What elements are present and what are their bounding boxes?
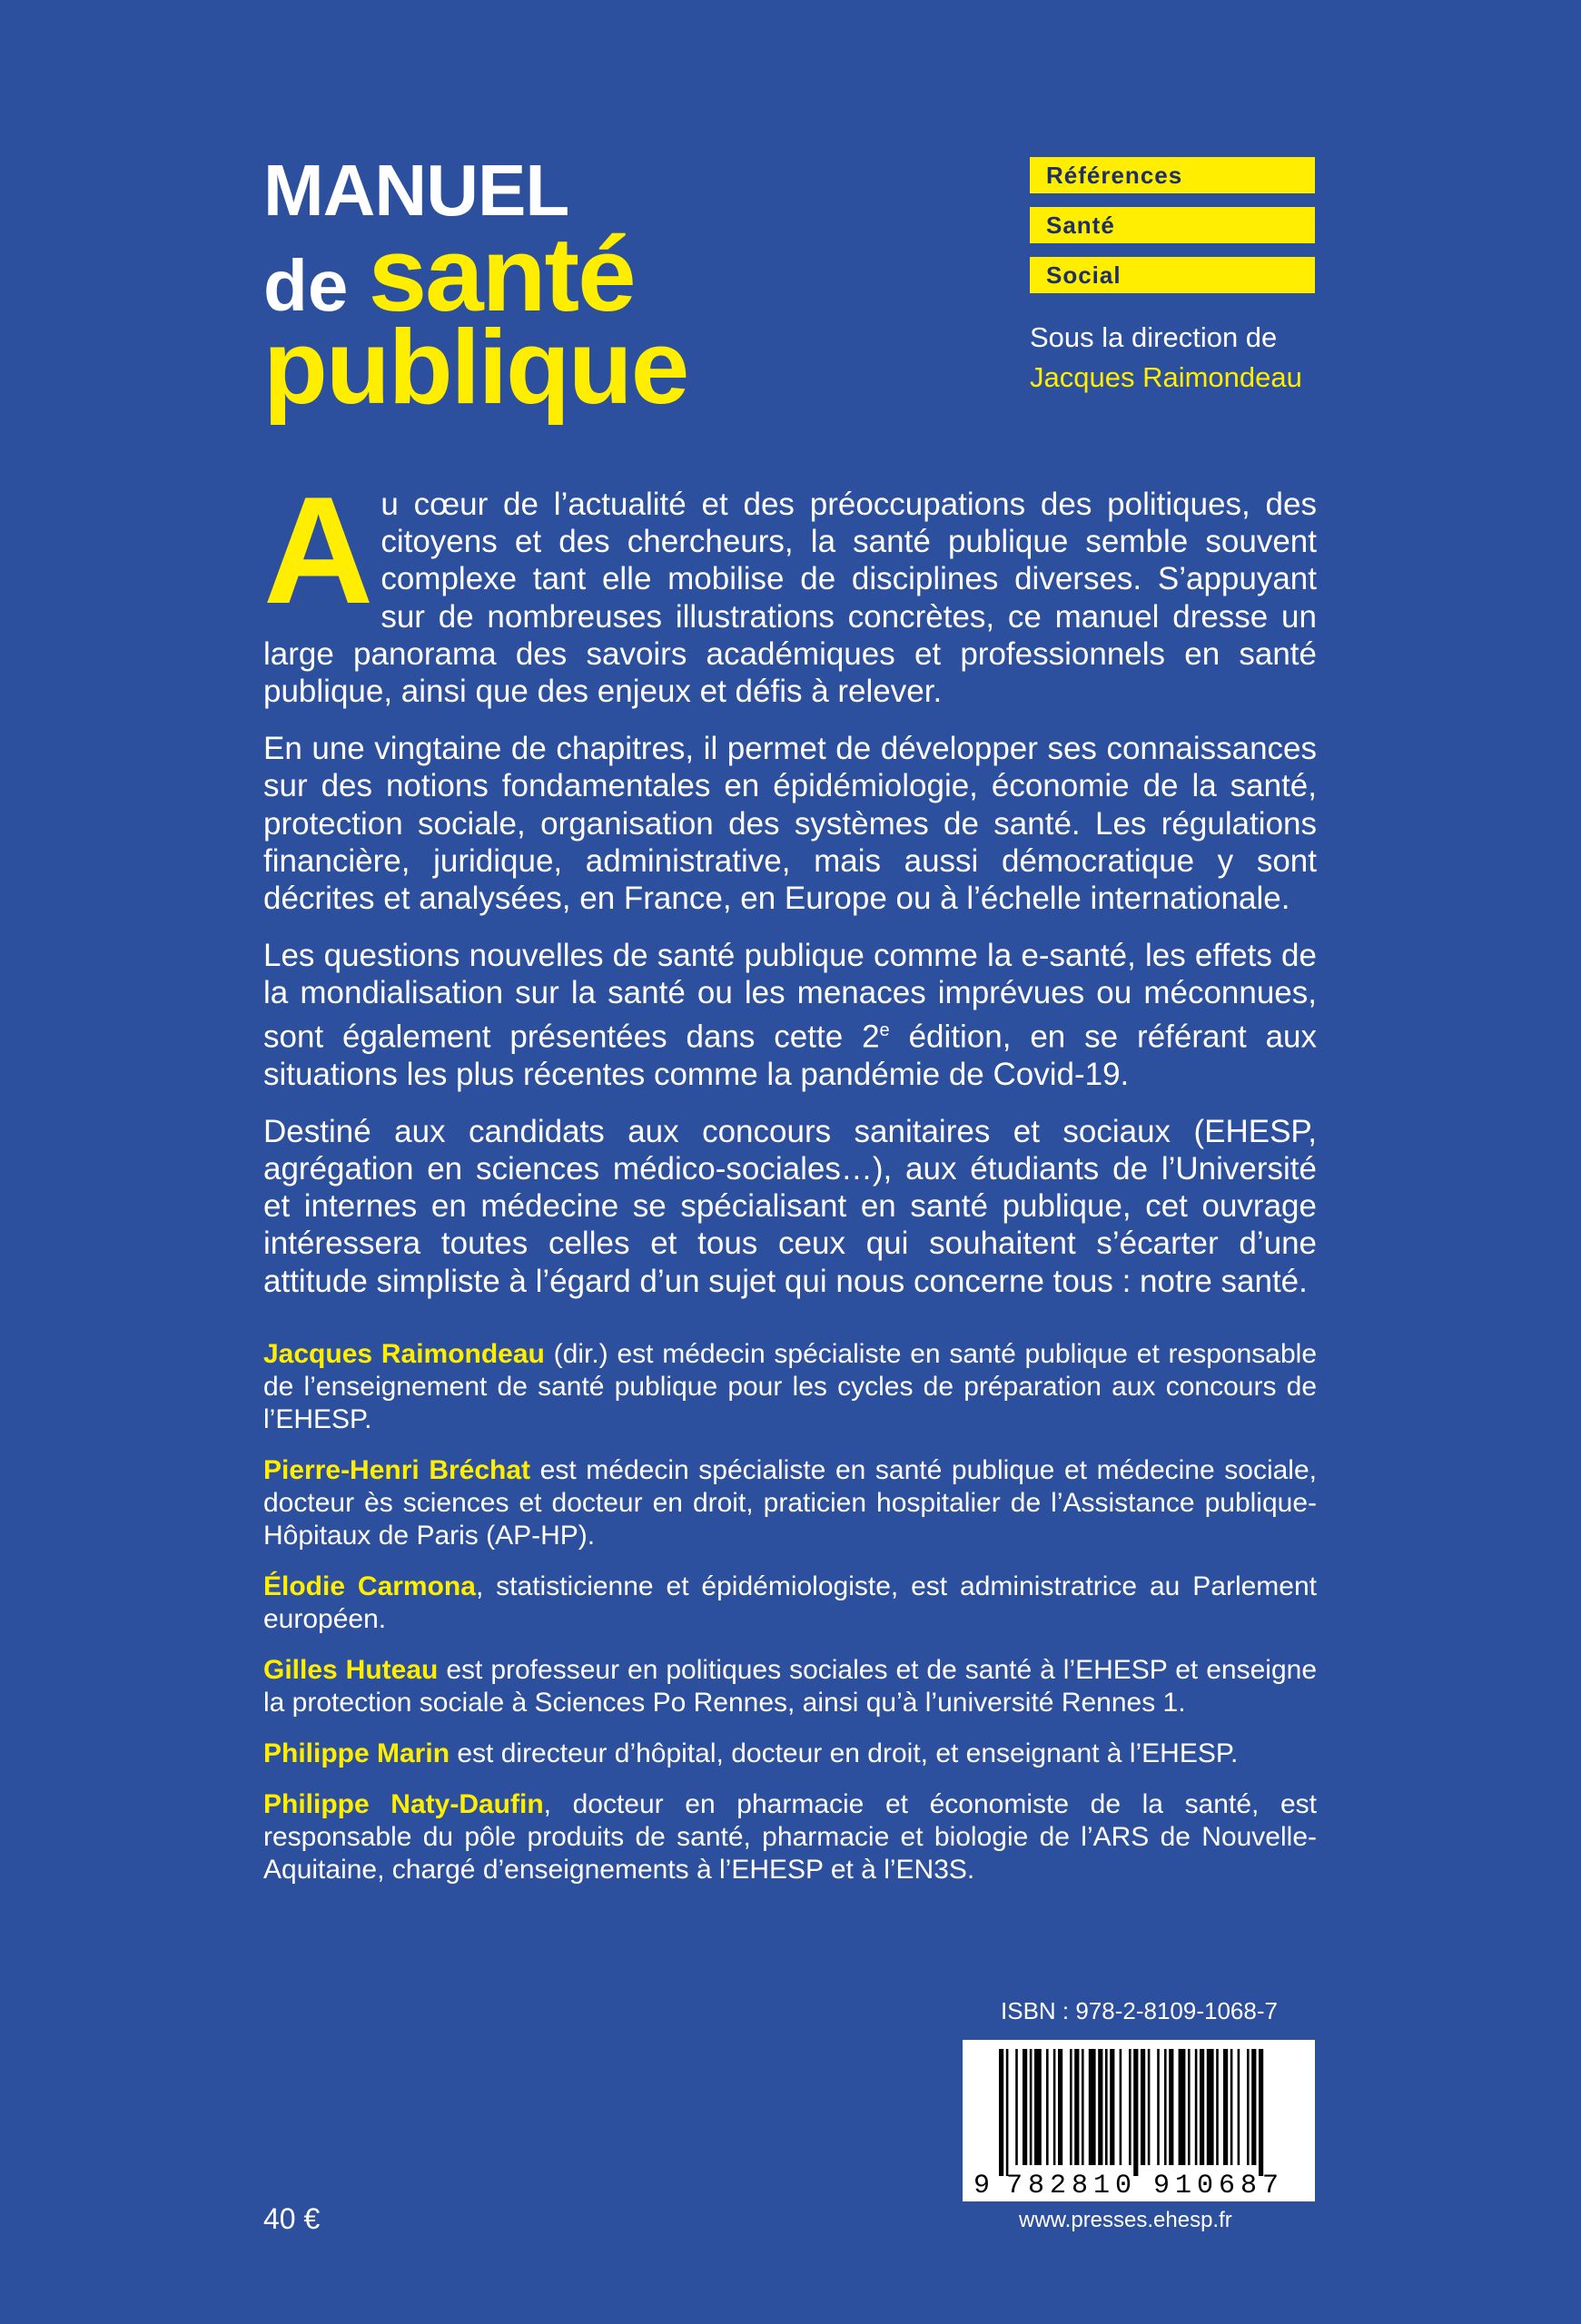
barcode-bar bbox=[1148, 2049, 1151, 2165]
book-title bbox=[263, 150, 688, 426]
barcode-bar bbox=[1129, 2049, 1131, 2165]
barcode-bar bbox=[1120, 2049, 1122, 2165]
author-bio: (dir.) est médecin spécialiste en santé publique et responsable de l’enseignement de santé publique pour les cycles de préparation aux concours de l’EHESP. bbox=[263, 1339, 1318, 1434]
title-line-2a: de bbox=[263, 245, 369, 326]
barcode-graphic bbox=[963, 2040, 1315, 2201]
description-p1-text: u cœur de l’actualité et des préoccupations des politiques, des citoyens et des chercheurs, la santé publique semble souvent complexe tant elle mobilise de disciplines diverses. S’appuyant sur de nombreuses illustrations concrètes, ce manuel dresse un large panorama des savoirs académiques et professionnels en santé publique, ainsi que des enjeux et défis à relever. bbox=[263, 487, 1317, 710]
author-bio: est professeur en politiques sociales et de santé à l’EHESP et enseigne la protection sociale à Sciences Po Rennes, ainsi qu’à l’université Rennes 1. bbox=[263, 1655, 1318, 1718]
tag-sante: Santé bbox=[1030, 207, 1315, 243]
title-line-3: publique bbox=[263, 308, 688, 426]
barcode-bar bbox=[1164, 2049, 1167, 2165]
author-bio: , docteur en pharmacie et économiste de la santé, est responsable du pôle produits de santé, pharmacie et biologie de l’ARS de Nouvelle-Aquitaine, chargé d’enseignements à l’EHESP et à l’EN3S. bbox=[263, 1789, 1317, 1885]
barcode-bar bbox=[1238, 2049, 1240, 2165]
barcode-left-digits: 782810 bbox=[1006, 2171, 1138, 2201]
barcode-bar bbox=[1098, 2049, 1102, 2165]
barcode-bar bbox=[1133, 2049, 1138, 2176]
author-entry bbox=[263, 1454, 1317, 1552]
barcode-right-digits: 910687 bbox=[1153, 2171, 1285, 2201]
description-paragraph-1 bbox=[263, 465, 1317, 710]
editor-credit bbox=[1030, 318, 1302, 398]
tag-references: Références bbox=[1030, 157, 1315, 193]
barcode-bar bbox=[1082, 2049, 1084, 2165]
author-entry bbox=[263, 1738, 1317, 1770]
author-name: Philippe Naty-Daufin bbox=[263, 1789, 544, 1819]
barcode-bar bbox=[1200, 2049, 1204, 2165]
dropcap-letter: A bbox=[263, 465, 374, 635]
barcode-bar bbox=[1169, 2049, 1173, 2165]
description-p3-text-b: édition, en se référant aux situations les plus récentes comme la pandémie de Covid-19. bbox=[263, 1019, 1317, 1092]
barcode bbox=[963, 2040, 1315, 2201]
author-name: Gilles Huteau bbox=[263, 1655, 439, 1685]
barcode-bar bbox=[1089, 2049, 1096, 2165]
barcode-bar bbox=[1053, 2049, 1056, 2165]
author-entry bbox=[263, 1788, 1317, 1886]
barcode-bar bbox=[1030, 2049, 1033, 2165]
author-entry bbox=[263, 1571, 1317, 1636]
barcode-bar bbox=[1179, 2049, 1186, 2165]
author-entry bbox=[263, 1338, 1317, 1436]
description-paragraph-2: En une vingtaine de chapitres, il permet de développer ses connaissances sur des notions fondamentales en épidémiologie, économie de la santé, protection sociale, organisation des systèmes de santé. Les régulations financière, juridique, administrative, mais aussi démocratique y sont décrites et analysées, en France, en Europe ou à l’échelle internationale. bbox=[263, 731, 1317, 917]
author-bio: est médecin spécialiste en santé publique et médecine sociale, docteur ès sciences et docteur en droit, praticien hospitalier de l’Assistance publique-Hôpitaux de Paris (AP-HP). bbox=[263, 1455, 1317, 1551]
title-line-2b: santé bbox=[368, 215, 635, 333]
isbn-label: ISBN : 978-2-8109-1068-7 bbox=[1001, 1997, 1278, 2024]
author-bio: , statisticienne et épidémiologiste, est administratrice au Parlement européen. bbox=[263, 1571, 1317, 1634]
barcode-bar bbox=[1015, 2049, 1018, 2165]
author-name: Élodie Carmona bbox=[263, 1571, 476, 1601]
barcode-bar bbox=[1110, 2049, 1114, 2165]
author-entry bbox=[263, 1654, 1317, 1719]
direction-name: Jacques Raimondeau bbox=[1030, 361, 1302, 393]
barcode-bar bbox=[1259, 2049, 1263, 2176]
author-name: Pierre-Henri Bréchat bbox=[263, 1455, 531, 1485]
barcode-bar bbox=[1247, 2049, 1250, 2165]
author-name: Philippe Marin bbox=[263, 1738, 450, 1768]
barcode-bar bbox=[1251, 2049, 1256, 2165]
direction-label: Sous la direction de bbox=[1030, 321, 1278, 353]
barcode-bar bbox=[1046, 2049, 1049, 2165]
barcode-bar bbox=[999, 2049, 1003, 2176]
book-description bbox=[263, 465, 1317, 1320]
description-p3-sup: e bbox=[879, 1019, 890, 1040]
tag-social: Social bbox=[1030, 257, 1315, 293]
barcode-bar bbox=[1070, 2049, 1072, 2165]
barcode-bar bbox=[1034, 2049, 1042, 2165]
barcode-bar bbox=[1230, 2049, 1233, 2165]
description-paragraph-4: Destiné aux candidats aux concours sanitaires et sociaux (EHESP, agrégation en sciences médico-sociales…), aux étudiants de l’Université et internes en médecine se spécialisant en santé publique, cet ouvrage intéressera toutes celles et tous ceux qui souhaitent s’écarter d’une attitude simpliste à l’égard d’un sujet qui nous concerne tous : notre santé. bbox=[263, 1113, 1317, 1299]
description-p3-text-a: Les questions nouvelles de santé publique comme la e-santé, les effets de la mondialisation sur la santé ou les menaces imprévues ou méconnues, sont également présentées dans cette 2 bbox=[263, 938, 1317, 1055]
barcode-first-digit: 9 bbox=[973, 2171, 991, 2201]
barcode-bar bbox=[1006, 2049, 1009, 2176]
price: 40 € bbox=[263, 2202, 321, 2235]
barcode-bar bbox=[1195, 2049, 1198, 2165]
author-list bbox=[263, 1338, 1317, 1905]
barcode-bar bbox=[1223, 2049, 1228, 2165]
barcode-bar bbox=[1141, 2049, 1145, 2165]
barcode-bar bbox=[1216, 2049, 1219, 2165]
barcode-bar bbox=[1058, 2049, 1062, 2165]
barcode-bar bbox=[1207, 2049, 1214, 2165]
collection-tags bbox=[1030, 157, 1315, 307]
barcode-bar bbox=[1188, 2049, 1191, 2165]
title-line-1: MANUEL bbox=[263, 150, 569, 231]
website-link[interactable]: www.presses.ehesp.fr bbox=[1019, 2208, 1232, 2232]
author-name: Jacques Raimondeau bbox=[263, 1339, 545, 1369]
barcode-bar bbox=[1157, 2049, 1160, 2165]
description-paragraph-3 bbox=[263, 937, 1317, 1092]
author-bio: est directeur d’hôpital, docteur en droit, et enseignant à l’EHESP. bbox=[450, 1738, 1239, 1768]
barcode-bar bbox=[1105, 2049, 1108, 2165]
barcode-bar bbox=[1023, 2049, 1027, 2165]
barcode-bar bbox=[1074, 2049, 1079, 2165]
